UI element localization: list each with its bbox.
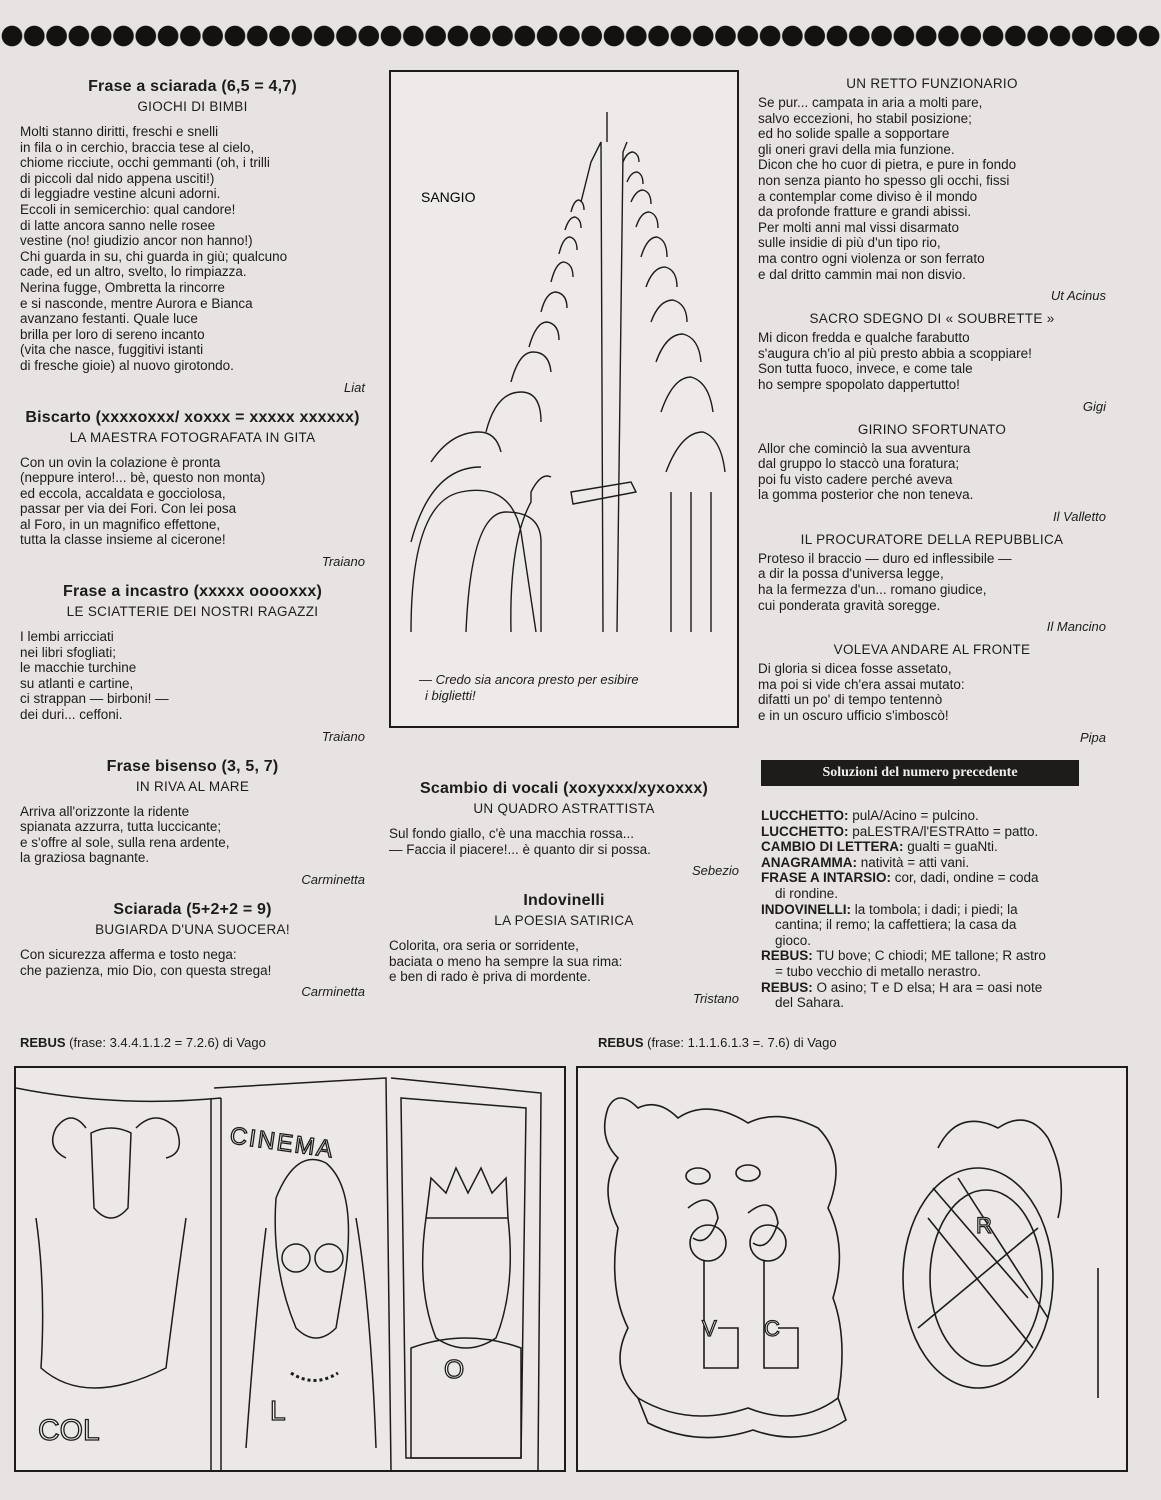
puzzle-line: salvo eccezioni, ho stabil posizione; — [758, 110, 972, 126]
puzzle-line: gli oneri gravi della mia funzione. — [758, 141, 955, 157]
rebus-right-drawing — [578, 1068, 1126, 1470]
rebus-letters-cinema: CINEMA — [228, 1122, 337, 1164]
puzzle-line: su atlanti e cartine, — [20, 675, 134, 691]
puzzle-line: la gomma posterior che non teneva. — [758, 487, 974, 503]
puzzle-line: — Faccia il piacere!... è quanto dir si possa. — [389, 841, 651, 857]
solution-line — [761, 964, 1111, 980]
puzzle-line: Dicon che ho cuor di pietra, e pure in fondo — [758, 157, 1017, 173]
puzzle-author: Liat — [344, 379, 365, 395]
puzzle-line: Proteso il braccio — duro ed inflessibile — — [758, 550, 1012, 566]
puzzle-line: Nerina fugge, Ombretta la rincorre — [20, 279, 225, 295]
puzzle-line: e ben di rado è priva di mordente. — [389, 969, 591, 985]
solution-line — [761, 917, 1111, 933]
puzzle-line: s'augura ch'io al più presto abbia a scoppiare! — [758, 345, 1032, 361]
puzzle-text — [758, 441, 1106, 503]
puzzle-line: di leggiadre vestine alcuni adorni. — [20, 186, 221, 202]
puzzle-line: spianata azzurra, tutta luccicante; — [20, 819, 222, 835]
puzzle-author: Ut Acinus — [1050, 288, 1106, 304]
puzzle-author: Carminetta — [301, 984, 365, 1000]
puzzle-line: e s'offre al sole, sulla rena ardente, — [20, 834, 230, 850]
puzzle-line: Se pur... campata in aria a molti pare, — [758, 95, 983, 110]
puzzle-block — [758, 311, 1106, 413]
solution-label: INDOVINELLI: — [761, 901, 851, 917]
rebus-letter-l: L — [270, 1395, 286, 1426]
solution-line — [761, 948, 1111, 964]
puzzle-line: avanzano festanti. Quale luce — [20, 311, 198, 327]
puzzle-title: SACRO SDEGNO DI « SOUBRETTE » — [809, 311, 1055, 327]
rebus-right-title: REBUS — [598, 1035, 644, 1050]
solution-line — [761, 933, 1111, 949]
puzzle-line: (neppure intero!... bè, questo non monta) — [20, 470, 266, 486]
puzzle-title: Scambio di vocali (xoxyxxx/xyxoxxx) — [419, 780, 709, 797]
solution-entry — [761, 902, 1111, 949]
puzzle-line: a contemplar come diviso è il mondo — [758, 188, 978, 204]
puzzle-subtitle: BUGIARDA D'UNA SUOCERA! — [95, 922, 290, 937]
solution-entry — [761, 870, 1111, 901]
puzzle-line: Con sicurezza afferma e tosto nega: — [20, 947, 237, 962]
rebus-right-label — [598, 1035, 837, 1050]
puzzle-line: ha la fermezza d'un... romano giudice, — [758, 582, 987, 598]
puzzle-line: Eccoli in semicerchio: qual candore! — [20, 201, 236, 217]
solution-line — [761, 902, 1111, 918]
puzzle-line: Allor che cominciò la sua avventura — [758, 440, 971, 456]
solution-line — [761, 824, 1111, 840]
solution-line — [761, 855, 1111, 871]
puzzle-line: cade, ed un altro, svelto, lo rimpiazza. — [20, 264, 247, 280]
solution-text: gualti = guaNti. — [907, 839, 998, 855]
solution-text: gioco. — [775, 932, 812, 948]
puzzle-block — [20, 758, 365, 887]
puzzle-line: ma contro ogni violenza or son ferrato — [758, 250, 985, 266]
puzzle-subtitle: IN RIVA AL MARE — [135, 778, 250, 794]
puzzle-block — [758, 642, 1106, 744]
solution-text: cor, dadi, ondine = coda — [894, 870, 1039, 886]
puzzle-author: Gigi — [1082, 398, 1106, 414]
dotted-top-border — [0, 24, 1161, 48]
rebus-letter-v: V — [702, 1316, 717, 1341]
rebus-left-label — [20, 1035, 266, 1050]
puzzle-title: Biscarto (xxxxoxxx/ xoxxx = xxxxx xxxxxx) — [25, 408, 360, 426]
puzzle-subtitle: LA MAESTRA FOTOGRAFATA IN GITA — [69, 429, 316, 445]
puzzle-block — [758, 76, 1106, 303]
puzzle-line: ed eccola, accaldata e gocciolosa, — [20, 485, 226, 501]
solution-entry — [761, 824, 1111, 840]
puzzle-line: da profonde fratture e grandi abissi. — [758, 204, 972, 220]
puzzle-line: ci strappan — birboni! — — [20, 691, 169, 707]
rebus-letter-r: R — [976, 1213, 992, 1238]
puzzle-line: tutta la classe insieme al cicerone! — [20, 532, 226, 548]
theater-drawing — [391, 72, 737, 662]
puzzle-line: al Foro, in un magnifico effettone, — [20, 516, 221, 532]
puzzle-title: Frase a incastro (xxxxx ooooxxx) — [63, 583, 322, 601]
puzzle-line: ed ho solide spalle a sopportare — [758, 126, 950, 142]
solution-line — [761, 870, 1111, 886]
puzzle-text — [20, 124, 365, 374]
puzzle-line: non senza pianto ho spesso gli occhi, fissi — [758, 172, 1010, 188]
solution-entry — [761, 839, 1111, 855]
puzzle-line: (vita che nasce, fuggitivi istanti — [20, 342, 204, 358]
middle-column — [389, 780, 739, 1020]
puzzle-line: a dir la possa d'universa legge, — [758, 566, 944, 582]
puzzle-title: Indovinelli — [523, 892, 605, 910]
puzzle-line: di piccoli dal nido appena usciti!) — [20, 170, 215, 186]
puzzle-line: di fresche gioie) al nuovo girotondo. — [20, 357, 234, 373]
rebus-right-spec: (frase: 1.1.1.6.1.3 =. 7.6) di Vago — [647, 1035, 837, 1050]
solution-label: LUCCHETTO: — [761, 823, 849, 839]
puzzle-line: Di gloria si dicea fosse assetato, — [758, 661, 952, 677]
puzzle-subtitle: LA POESIA SATIRICA — [494, 913, 634, 929]
left-column — [20, 78, 365, 1013]
puzzle-line: le macchie turchine — [20, 660, 137, 676]
puzzle-line: Chi guarda in su, chi guarda in giù; qualcuno — [20, 248, 288, 264]
puzzle-author: Traiano — [321, 554, 365, 570]
puzzle-text — [20, 804, 365, 866]
puzzle-line: dal gruppo lo staccò una foratura; — [758, 456, 960, 472]
solution-label: REBUS: — [761, 979, 813, 995]
solutions-list — [761, 808, 1111, 1011]
puzzle-text — [20, 455, 365, 549]
puzzle-line: chiome ricciute, occhi gemmanti (oh, i trilli — [20, 155, 270, 171]
cartoon-caption — [419, 672, 719, 703]
solution-text: la tombola; i dadi; i piedi; la — [854, 901, 1018, 917]
puzzle-line: Colorita, ora seria or sorridente, — [389, 938, 579, 954]
puzzle-line: brilla per loro di sereno incanto — [20, 326, 205, 342]
puzzle-text — [20, 947, 365, 978]
puzzle-line: poi fu visto cadere perché aveva — [758, 471, 953, 487]
puzzle-line: la graziosa bagnante. — [20, 850, 150, 866]
rebus-left-spec: (frase: 3.4.4.1.1.2 = 7.2.6) di Vago — [69, 1035, 266, 1050]
puzzle-text — [758, 95, 1106, 282]
puzzle-author: Traiano — [321, 728, 365, 744]
puzzle-author: Tristano — [693, 990, 739, 1006]
solution-text: paLESTRA/l'ESTRAtto = patto. — [852, 823, 1039, 839]
puzzle-line: I lembi arricciati — [20, 629, 114, 645]
puzzle-line: passar per via dei Fori. Con lei posa — [20, 501, 237, 517]
puzzle-line: baciata o meno ha sempre la sua rima: — [389, 953, 623, 969]
puzzle-title: GIRINO SFORTUNATO — [857, 421, 1007, 437]
puzzle-line: Molti stanno diritti, freschi e snelli — [20, 124, 219, 139]
rebus-letter-o: O — [444, 1354, 465, 1384]
puzzle-line: vestine (no! giudizio ancor non hanno!) — [20, 233, 253, 249]
solution-label: LUCCHETTO: — [761, 808, 849, 823]
solution-text: natività = atti vani. — [860, 854, 970, 870]
puzzle-line: che pazienza, mio Dio, con questa strega! — [20, 962, 272, 978]
puzzle-title: Frase a sciarada (6,5 = 4,7) — [88, 78, 297, 95]
solution-text: cantina; il remo; la caffettiera; la casa da — [775, 917, 1017, 933]
right-column — [758, 76, 1106, 753]
puzzle-title: Sciarada (5+2+2 = 9) — [113, 901, 272, 918]
rebus-left-title: REBUS — [20, 1035, 66, 1050]
solution-line — [761, 839, 1111, 855]
puzzle-author: Il Valletto — [1053, 508, 1106, 524]
rebus-letters-col: COL — [38, 1414, 100, 1447]
puzzle-line: sulle insidie di più d'un tipo rio, — [758, 235, 941, 251]
puzzle-line: Sul fondo giallo, c'è una macchia rossa... — [389, 826, 634, 841]
solution-line — [761, 980, 1111, 996]
solutions-heading: Soluzioni del numero precedente — [761, 760, 1079, 786]
rebus-left-frame — [14, 1066, 566, 1472]
solution-text: O asino; T e D elsa; H ara = oasi note — [816, 979, 1043, 995]
puzzle-author: Pipa — [1079, 729, 1106, 745]
solution-label: REBUS: — [761, 948, 813, 964]
puzzle-subtitle: UN QUADRO ASTRATTISTA — [473, 801, 655, 816]
puzzle-line: dei duri... ceffoni. — [20, 707, 123, 723]
caption-line-2: i biglietti! — [425, 687, 476, 703]
puzzle-text — [758, 551, 1106, 613]
solution-text: pulA/Acino = pulcino. — [852, 808, 979, 823]
puzzle-text — [20, 629, 365, 723]
puzzle-text — [389, 826, 739, 857]
puzzle-text — [389, 938, 739, 985]
rebus-left-drawing — [16, 1068, 564, 1470]
puzzle-author: Il Mancino — [1046, 619, 1106, 635]
puzzle-block — [389, 892, 739, 1006]
puzzle-line: e in un oscuro ufficio s'imboscò! — [758, 708, 949, 724]
solution-entry — [761, 808, 1111, 824]
puzzle-title: IL PROCURATORE DELLA REPUBBLICA — [800, 531, 1064, 547]
puzzle-title: Frase bisenso (3, 5, 7) — [106, 757, 279, 775]
solution-text: di rondine. — [775, 885, 839, 901]
puzzle-author: Carminetta — [301, 872, 365, 887]
solution-text: TU bove; C chiodi; ME tallone; R astro — [816, 948, 1046, 964]
solution-line — [761, 886, 1111, 902]
puzzle-block — [20, 583, 365, 744]
caption-line-1: — Credo sia ancora presto per esibire — [419, 672, 639, 687]
puzzle-line: Mi dicon fredda e qualche farabutto — [758, 330, 970, 346]
puzzle-title: UN RETTO FUNZIONARIO — [846, 76, 1018, 91]
solution-label: ANAGRAMMA: — [761, 854, 857, 870]
puzzle-line: Con un ovin la colazione è pronta — [20, 454, 221, 470]
puzzle-block — [20, 901, 365, 999]
puzzle-subtitle: GIOCHI DI BIMBI — [137, 99, 248, 114]
solution-label: FRASE A INTARSIO: — [761, 870, 891, 886]
puzzle-line: in fila o in cerchio, braccia tese al cielo, — [20, 139, 255, 155]
solution-label: CAMBIO DI LETTERA: — [761, 839, 904, 855]
puzzle-subtitle: LE SCIATTERIE DEI NOSTRI RAGAZZI — [66, 604, 319, 620]
puzzle-line: ho sempre spopolato dappertutto! — [758, 376, 960, 392]
puzzle-title: VOLEVA ANDARE AL FRONTE — [833, 642, 1031, 658]
solution-entry — [761, 855, 1111, 871]
puzzle-block — [758, 422, 1106, 524]
sign-sangio: SANGIO — [421, 189, 476, 205]
puzzle-block — [758, 532, 1106, 634]
puzzle-line: di latte ancora sanno nelle rosee — [20, 217, 216, 233]
puzzle-text — [758, 661, 1106, 723]
puzzle-line: e si nasconde, mentre Aurora e Bianca — [20, 295, 253, 311]
puzzle-block — [20, 409, 365, 570]
solution-line — [761, 808, 1111, 824]
puzzle-line: cui ponderata gravità soregge. — [758, 597, 941, 613]
rebus-right-frame — [576, 1066, 1128, 1472]
puzzle-line: Arriva all'orizzonte la ridente — [20, 803, 190, 819]
puzzle-line: Son tutta fuoco, invece, e come tale — [758, 361, 973, 377]
puzzle-block — [20, 78, 365, 395]
solution-text: = tubo vecchio di metallo nerastro. — [775, 963, 981, 979]
puzzle-author: Sebezio — [692, 863, 739, 879]
puzzle-line: difatti un po' di tempo tentennò — [758, 692, 943, 708]
solution-entry — [761, 948, 1111, 979]
rebus-letter-c: C — [764, 1316, 780, 1341]
solution-line — [761, 995, 1111, 1011]
cartoon-theater — [389, 70, 739, 728]
puzzle-line: Per molti anni mal vissi disarmato — [758, 219, 960, 235]
puzzle-block — [389, 780, 739, 878]
puzzle-line: ma poi si vide ch'era assai mutato: — [758, 676, 965, 692]
solution-entry — [761, 980, 1111, 1011]
solution-text: del Sahara. — [775, 995, 845, 1011]
puzzle-line: e dal dritto cammin mai non disvio. — [758, 266, 966, 282]
puzzle-text — [758, 330, 1106, 392]
puzzle-line: nei libri sfogliati; — [20, 644, 117, 660]
